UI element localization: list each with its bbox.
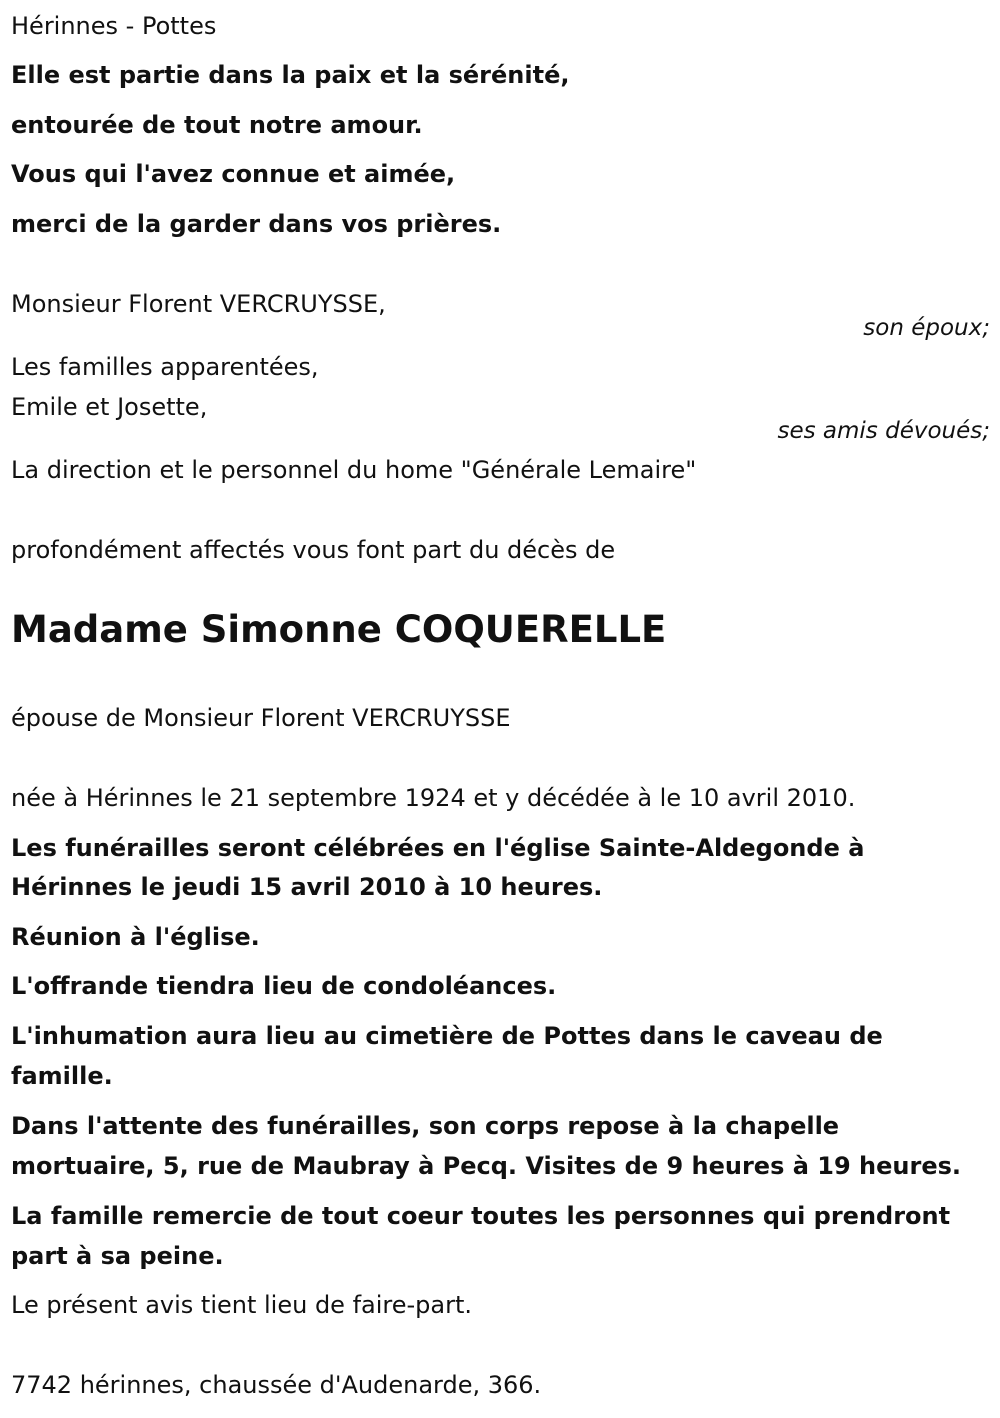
friends-line: Emile et Josette, [11, 393, 208, 421]
home-staff-line: La direction et le personnel du home "Générale Lemaire" [11, 456, 697, 484]
funeral-detail-line: L'offrande tiendra lieu de condoléances. [11, 972, 557, 1000]
husband-name: Monsieur Florent VERCRUYSSE, [11, 290, 386, 318]
funeral-detail-line: mortuaire, 5, rue de Maubray à Pecq. Visites de 9 heures à 19 heures. [11, 1152, 961, 1180]
funeral-detail-line: Réunion à l'église. [11, 923, 260, 951]
spouse-line: épouse de Monsieur Florent VERCRUYSSE [11, 704, 511, 732]
funeral-detail-line: Hérinnes le jeudi 15 avril 2010 à 10 heures. [11, 873, 603, 901]
funeral-detail-line: La famille remercie de tout coeur toutes les personnes qui prendront [11, 1202, 951, 1230]
funeral-detail-line: famille. [11, 1062, 113, 1090]
notice-line: Le présent avis tient lieu de faire-part. [11, 1291, 473, 1319]
funeral-detail-line: Les funérailles seront célébrées en l'église Sainte-Aldegonde à [11, 834, 865, 862]
poem-line: merci de la garder dans vos prières. [11, 210, 502, 238]
announcement-text: profondément affectés vous font part du décès de [11, 536, 616, 564]
address-line: 7742 hérinnes, chaussée d'Audenarde, 366. [11, 1371, 542, 1399]
location-header: Hérinnes - Pottes [11, 12, 217, 40]
poem-line: Elle est partie dans la paix et la sérénité, [11, 61, 570, 89]
friends-role: ses amis dévoués; [777, 418, 990, 444]
birth-death-line: née à Hérinnes le 21 septembre 1924 et y décédée à le 10 avril 2010. [11, 784, 856, 812]
relatives-line: Les familles apparentées, [11, 353, 319, 381]
poem-line: Vous qui l'avez connue et aimée, [11, 160, 456, 188]
husband-role: son époux; [863, 315, 990, 341]
poem-line: entourée de tout notre amour. [11, 111, 423, 139]
deceased-name: Madame Simonne COQUERELLE [11, 608, 667, 651]
funeral-detail-line: L'inhumation aura lieu au cimetière de Pottes dans le caveau de [11, 1022, 883, 1050]
funeral-detail-line: part à sa peine. [11, 1242, 224, 1270]
funeral-detail-line: Dans l'attente des funérailles, son corps repose à la chapelle [11, 1112, 840, 1140]
